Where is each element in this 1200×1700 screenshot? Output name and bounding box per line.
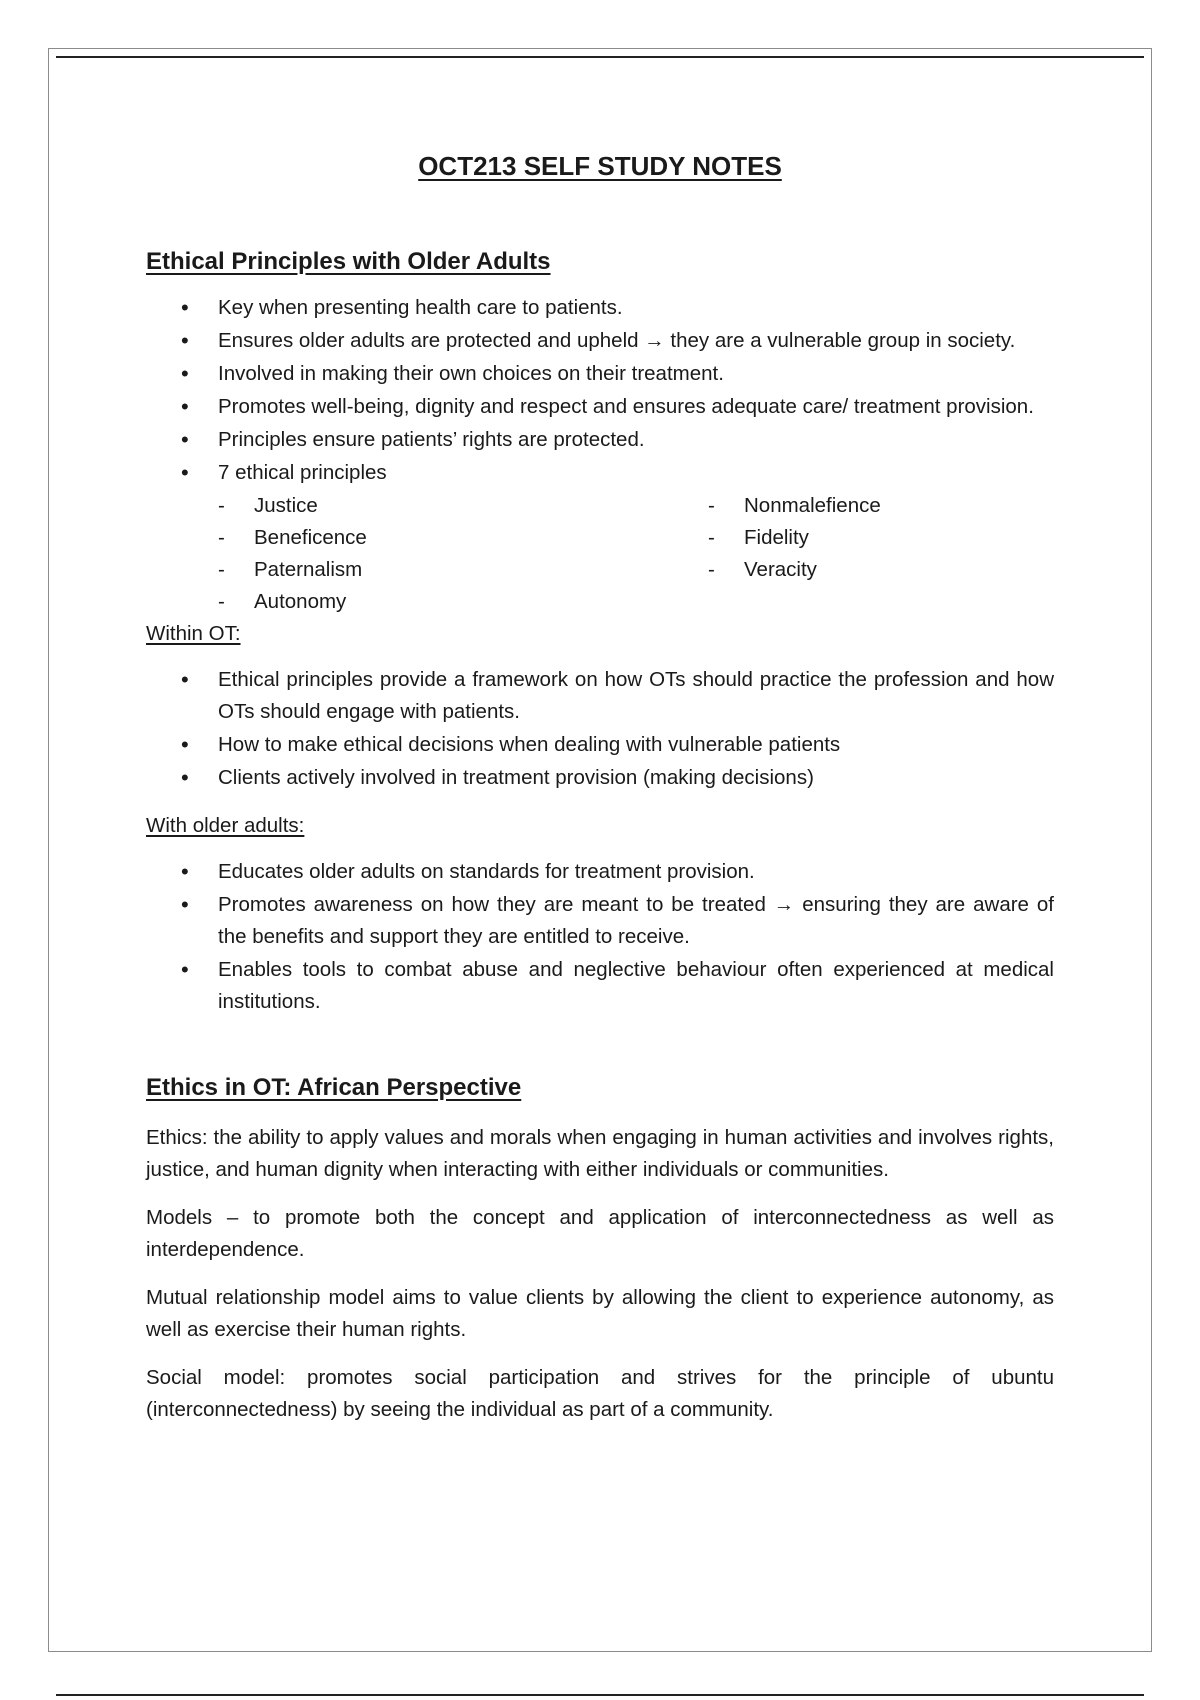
list-item: • Clients actively involved in treatment provision (making decisions) <box>218 762 1054 794</box>
list-item: • Ethical principles provide a framework on how OTs should practice the profession and how OTs should engage with patients. <box>218 664 1054 728</box>
list-item: • Promotes awareness on how they are meant to be treated → ensuring they are aware of the benefits and support they are entitled to receive. <box>218 889 1054 953</box>
principle-item: - Beneficence <box>218 522 708 554</box>
document-title: OCT213 SELF STUDY NOTES <box>418 151 782 181</box>
paragraph: Ethics: the ability to apply values and morals when engaging in human activities and involves rights, justice, and human dignity when interacting with either individuals or communities. <box>146 1126 1054 1181</box>
within-ot-list <box>146 664 1054 794</box>
list-item: • Ensures older adults are protected and upheld → they are a vulnerable group in society. <box>218 325 1054 357</box>
section-heading-ethical-principles: Ethical Principles with Older Adults <box>146 248 551 275</box>
principle-item: - Nonmalefience <box>708 490 1054 522</box>
bottom-rule <box>56 1694 1144 1696</box>
paragraph: Social model: promotes social participation and strives for the principle of ubuntu (interconnectedness) by seeing the individual as part of a community. <box>146 1366 1054 1421</box>
document-content <box>146 146 1054 1442</box>
paragraph: Models – to promote both the concept and application of interconnectedness as well as interdependence. <box>146 1206 1054 1261</box>
section-heading-african-perspective: Ethics in OT: African Perspective <box>146 1074 522 1101</box>
list-item: • Involved in making their own choices on their treatment. <box>218 358 1054 390</box>
ethical-principles-list <box>146 292 1054 489</box>
subheading-with-older-adults: With older adults: <box>146 814 305 837</box>
list-item: • How to make ethical decisions when dealing with vulnerable patients <box>218 729 1054 761</box>
seven-principles-list <box>146 490 1054 618</box>
list-item: • Educates older adults on standards for treatment provision. <box>218 856 1054 888</box>
principle-item: - Justice <box>218 490 708 522</box>
principle-item: - Fidelity <box>708 522 1054 554</box>
list-item: • Enables tools to combat abuse and neglective behaviour often experienced at medical institutions. <box>218 954 1054 1018</box>
paragraph: Mutual relationship model aims to value clients by allowing the client to experience autonomy, as well as exercise their human rights. <box>146 1286 1054 1341</box>
principle-item: - Paternalism <box>218 554 708 586</box>
with-older-adults-list <box>146 856 1054 1018</box>
list-item: • 7 ethical principles <box>218 457 1054 489</box>
principle-item: - Veracity <box>708 554 1054 586</box>
subheading-within-ot: Within OT: <box>146 622 241 645</box>
list-item: • Promotes well-being, dignity and respect and ensures adequate care/ treatment provision. <box>218 391 1054 423</box>
list-item: • Key when presenting health care to patients. <box>218 292 1054 324</box>
top-rule <box>56 56 1144 58</box>
list-item: • Principles ensure patients’ rights are protected. <box>218 424 1054 456</box>
principle-item: - Autonomy <box>218 586 708 618</box>
